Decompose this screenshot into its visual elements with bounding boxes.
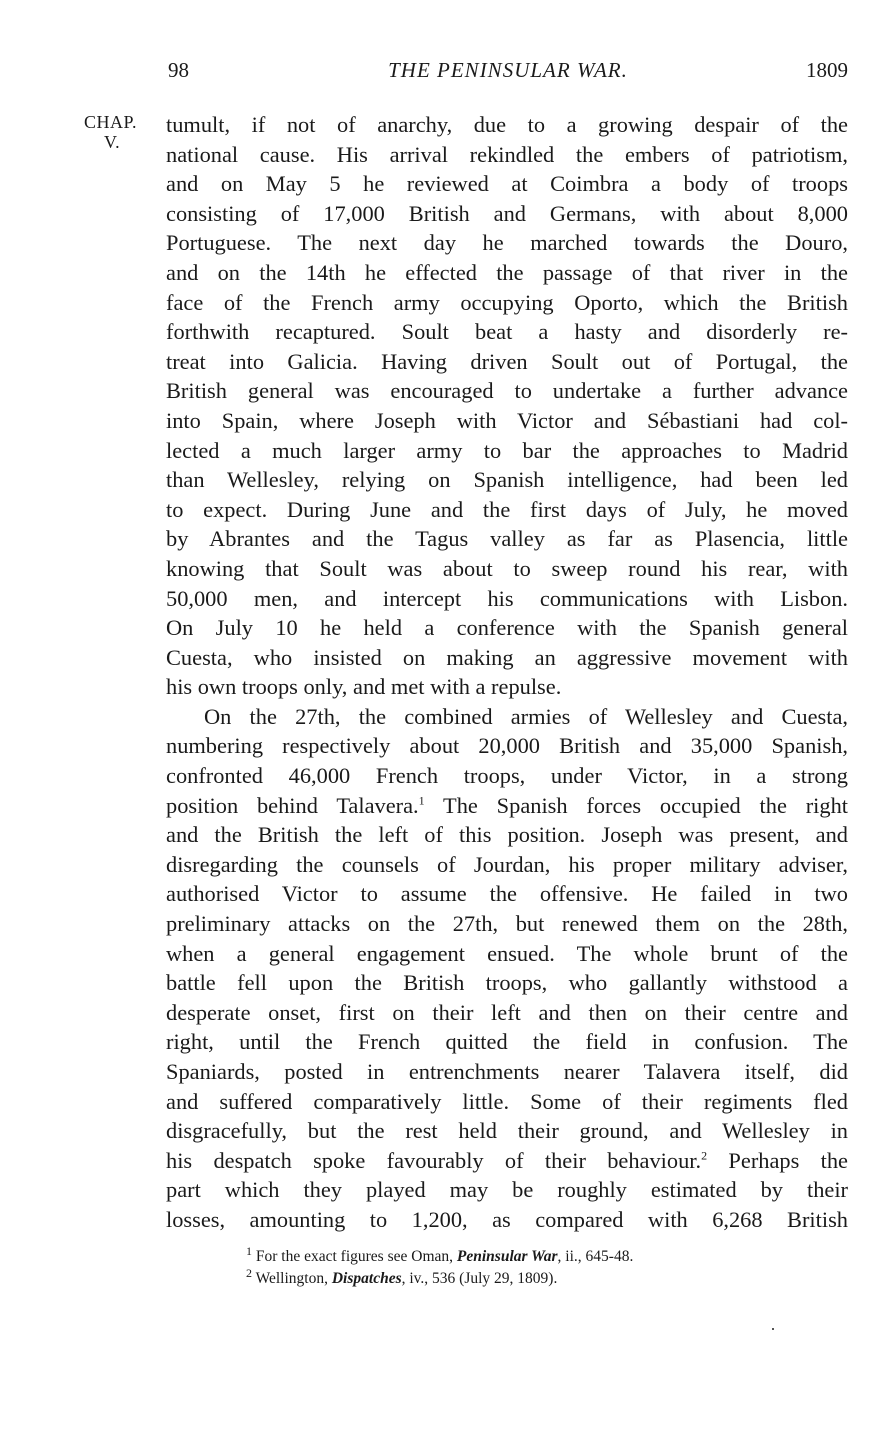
text-line: into Spain, where Joseph with Victor and Sébastiani had col- — [166, 407, 848, 433]
text-line: treat into Galicia. Having driven Soult out of Portugal, the — [166, 348, 848, 374]
cited-work: Peninsular War — [456, 1248, 558, 1265]
text-line: forthwith recaptured. Soult beat a hasty and disorderly re- — [166, 319, 848, 345]
text-line: authorised Victor to assume the offensive. He failed in two — [166, 881, 848, 907]
text-line: and suffered comparatively little. Some of their regiments fled — [166, 1088, 848, 1114]
footnote-mark: 2 — [246, 1265, 252, 1280]
text-line: 50,000 men, and intercept his communications with Lisbon. — [166, 585, 848, 611]
text-line: On July 10 he held a conference with the Spanish general — [166, 615, 848, 641]
running-header — [168, 58, 848, 92]
text-line: knowing that Soult was about to sweep round his rear, with — [166, 555, 848, 581]
footnote-ref-1: 1 — [418, 793, 425, 808]
running-title: THE PENINSULAR WAR. — [388, 58, 628, 82]
text-line: disgracefully, but the rest held their ground, and Wellesley in — [166, 1118, 848, 1144]
text-line: battle fell upon the British troops, who gallantly withstood a — [166, 970, 848, 996]
footnotes — [246, 1243, 846, 1290]
footnote-mark: 1 — [246, 1243, 252, 1258]
cited-work: Dispatches — [331, 1270, 402, 1287]
footnote: $^1$ For the exact figures see Oman, Peninsular War, ii., 645-48. — [246, 1243, 634, 1265]
text-line: by Abrantes and the Tagus valley as far as Plasencia, little — [166, 526, 848, 552]
text-segment: position behind Talavera. — [166, 792, 419, 818]
body-text — [166, 110, 848, 1235]
footnote-ref-2: 2 — [701, 1148, 708, 1163]
text-line: his own troops only, and met with a repulse. — [166, 674, 562, 700]
text-line: Portuguese. The next day he marched towards the Douro, — [166, 230, 848, 256]
text-line: right, until the French quitted the field in confusion. The — [166, 1029, 848, 1055]
text-line-with-footnote-ref — [166, 1146, 848, 1176]
page-number: 98 — [168, 58, 189, 82]
footnote: $^2$ Wellington, Dispatches, iv., 536 (July 29, 1809). — [246, 1265, 558, 1287]
text-segment: The Spanish forces occupied the right — [424, 792, 848, 818]
text-line: and on the 14th he effected the passage of that river in the — [166, 259, 848, 285]
text-line: when a general engagement ensued. The whole brunt of the — [166, 940, 848, 966]
text-line-with-footnote-ref — [166, 791, 848, 821]
text-line: part which they played may be roughly estimated by their — [166, 1177, 848, 1203]
text-segment: his despatch spoke favourably of their behaviour. — [166, 1147, 702, 1173]
text-line: disregarding the counsels of Jourdan, his proper military adviser, — [166, 851, 848, 877]
text-segment: Perhaps the — [707, 1147, 848, 1173]
text-line: to expect. During June and the first days of July, he moved — [166, 496, 848, 522]
chapter-margin-note — [84, 112, 154, 152]
chapter-label: CHAP. — [84, 112, 138, 132]
text-line: Spaniards, posted in entrenchments nearer Talavera itself, did — [166, 1059, 848, 1084]
text-line: consisting of 17,000 British and Germans, with about 8,000 — [166, 200, 848, 226]
text-line: tumult, if not of anarchy, due to a growing despair of the — [166, 112, 848, 137]
text-line: British general was encouraged to undertake a further advance — [166, 378, 848, 404]
text-line: and the British the left of this position. Joseph was present, and — [166, 822, 848, 848]
text-line: than Wellesley, relying on Spanish intelligence, had been led — [166, 467, 848, 493]
text-line: confronted 46,000 French troops, under Victor, in a strong — [166, 763, 848, 789]
text-line: losses, amounting to 1,200, as compared with 6,268 British — [166, 1206, 848, 1232]
text-line: face of the French army occupying Oporto, which the British — [166, 289, 848, 315]
text-line: and on May 5 he reviewed at Coimbra a body of troops — [166, 171, 848, 197]
text-line: Cuesta, who insisted on making an aggressive movement with — [166, 644, 848, 670]
text-line: numbering respectively about 20,000 British and 35,000 Spanish, — [166, 733, 848, 759]
text-line: desperate onset, first on their left and then on their centre and — [166, 999, 848, 1025]
text-line: On the 27th, the combined armies of Wellesley and Cuesta, — [204, 703, 848, 729]
text-line: preliminary attacks on the 27th, but renewed them on the 28th, — [166, 911, 848, 937]
scan-speck — [772, 1328, 774, 1330]
header-year: 1809 — [806, 58, 848, 82]
text-line: lected a much larger army to bar the approaches to Madrid — [166, 437, 848, 463]
text-line: national cause. His arrival rekindled the embers of patriotism, — [166, 141, 848, 167]
chapter-number: V. — [104, 132, 121, 152]
